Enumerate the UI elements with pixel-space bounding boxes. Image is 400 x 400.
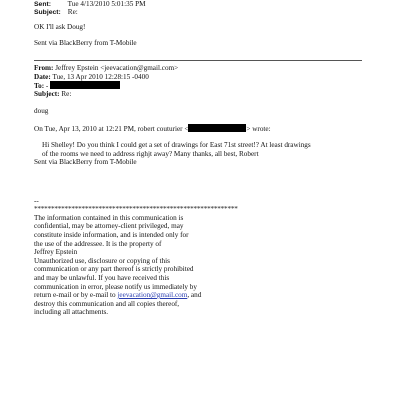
quote-line-3: Sent via BlackBerry from T-Mobile	[34, 158, 137, 166]
email-link[interactable]: jeevacation@gmail.com	[117, 291, 188, 299]
date-value: Tue, 13 Apr 2010 12:28:15 -0400	[52, 73, 149, 81]
disclaimer-line: destroy this communication and all copies thereof,	[34, 300, 180, 308]
to-prefix: -	[45, 82, 49, 90]
disclaimer-line: constitute inside information, and is intended only for	[34, 231, 189, 239]
subject-value: Re:	[67, 8, 78, 16]
sig-dashes: --	[34, 197, 39, 205]
to-label: To:	[34, 82, 45, 90]
disclaimer-line: communication or any part thereof is strictly prohibited	[34, 265, 194, 273]
sig-stars: ************************************************************	[34, 205, 238, 213]
sent-label: Sent:	[34, 1, 51, 8]
fwd-subject-label: Subject:	[34, 90, 60, 98]
separator-rule	[34, 60, 362, 61]
notify-prefix: return e-mail or by e-mail to	[34, 291, 118, 299]
disclaimer-line: confidential, may be attorney-client privileged, may	[34, 222, 184, 230]
subject-row	[34, 8, 78, 17]
from-value: Jeffrey Epstein <jeevacation@gmail.com>	[55, 64, 179, 72]
disclaimer-line: communication in error, please notify us immediately by	[34, 283, 197, 291]
disclaimer-line: the use of the addressee. It is the property of	[34, 240, 162, 248]
disclaimer-line: The information contained in this communication is	[34, 214, 184, 222]
disclaimer-line: Unauthorized use, disclosure or copying of this	[34, 257, 170, 265]
disclaimer-line: Jeffrey Epstein	[34, 248, 78, 256]
date-label: Date:	[34, 73, 51, 81]
disclaimer-notify-line	[34, 291, 201, 300]
quote-intro	[34, 124, 271, 134]
body-line: doug	[34, 107, 49, 115]
quote-intro-suffix: > wrote:	[246, 125, 271, 133]
disclaimer-line: and may be unlawful. If you have received this	[34, 274, 170, 282]
fwd-subject-row	[34, 90, 71, 99]
quote-line-2: of the rooms we need to address righjt away? Many thanks, all best, Robert	[42, 150, 259, 158]
reply-line-1: OK I'll ask Doug!	[34, 23, 86, 31]
quote-intro-prefix: On Tue, Apr 13, 2010 at 12:21 PM, robert couturier <	[34, 125, 189, 133]
notify-suffix: , and	[187, 291, 202, 299]
subject-label: Subject:	[34, 9, 61, 16]
disclaimer-line: including all attachments.	[34, 308, 109, 316]
quote-line-1: Hi Shelley! Do you think I could get a set of drawings for East 71st street!? At least drawings	[42, 141, 311, 149]
from-label: From:	[34, 64, 54, 72]
redaction-block	[50, 81, 120, 89]
fwd-subject-value: Re:	[61, 90, 72, 98]
from-row	[34, 64, 178, 73]
redaction-block	[188, 124, 246, 132]
reply-line-2: Sent via BlackBerry from T-Mobile	[34, 39, 137, 47]
sent-value: Tue 4/13/2010 5:01:35 PM	[67, 0, 146, 8]
